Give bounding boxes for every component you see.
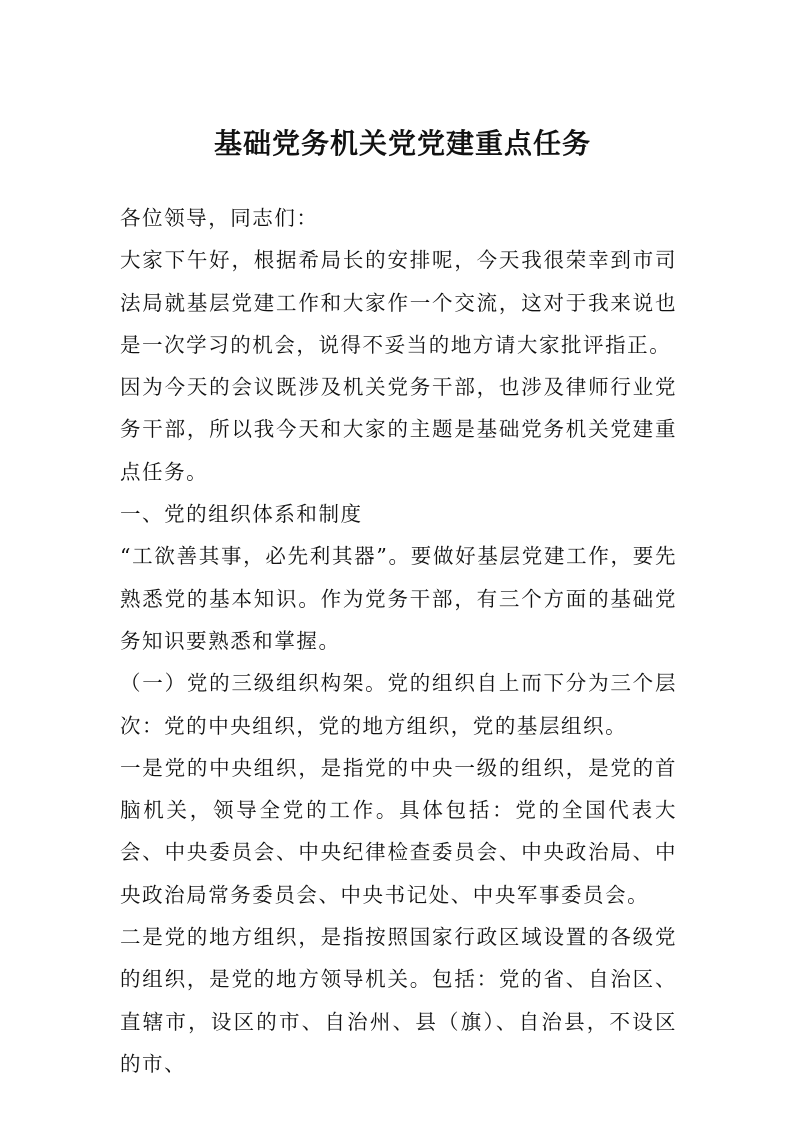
theme-paragraph: 因为今天的会议既涉及机关党务干部，也涉及律师行业党务干部，所以我今天和大家的主题是基础党务机关党建重点任务。 — [120, 375, 677, 484]
document-body — [120, 197, 677, 1085]
opening-paragraph: 大家下午好，根据希局长的安排呢，今天我很荣幸到市司法局就基层党建工作和大家作一个交流，这对于我来说也是一次学习的机会，说得不妥当的地方请大家批评指正。 — [120, 248, 677, 357]
subsection-paragraph-1: （一）党的三级组织构架。党的组织自上而下分为三个层次：党的中央组织，党的地方组织，党的基层组织。 — [120, 671, 677, 738]
local-organization-paragraph: 二是党的地方组织，是指按照国家行政区域设置的各级党的组织，是党的地方领导机关。包括：党的省、自治区、直辖市，设区的市、自治州、县（旗）、自治县，不设区的市、 — [120, 925, 677, 1076]
central-organization-paragraph: 一是党的中央组织，是指党的中央一级的组织，是党的首脑机关，领导全党的工作。具体包括：党的全国代表大会、中央委员会、中央纪律检查委员会、中央政治局、中央政治局常务委员会、中央书记处、中央军事委员会。 — [120, 755, 677, 907]
intro-paragraph: “工欲善其事，必先利其器”。要做好基层党建工作，要先熟悉党的基本知识。作为党务干部，有三个方面的基础党务知识要熟悉和掌握。 — [120, 544, 677, 653]
section-heading-1: 一、党的组织体系和制度 — [120, 502, 363, 527]
document-title: 基础党务机关党党建重点任务 — [213, 127, 591, 160]
greeting-paragraph: 各位领导，同志们： — [120, 206, 319, 230]
